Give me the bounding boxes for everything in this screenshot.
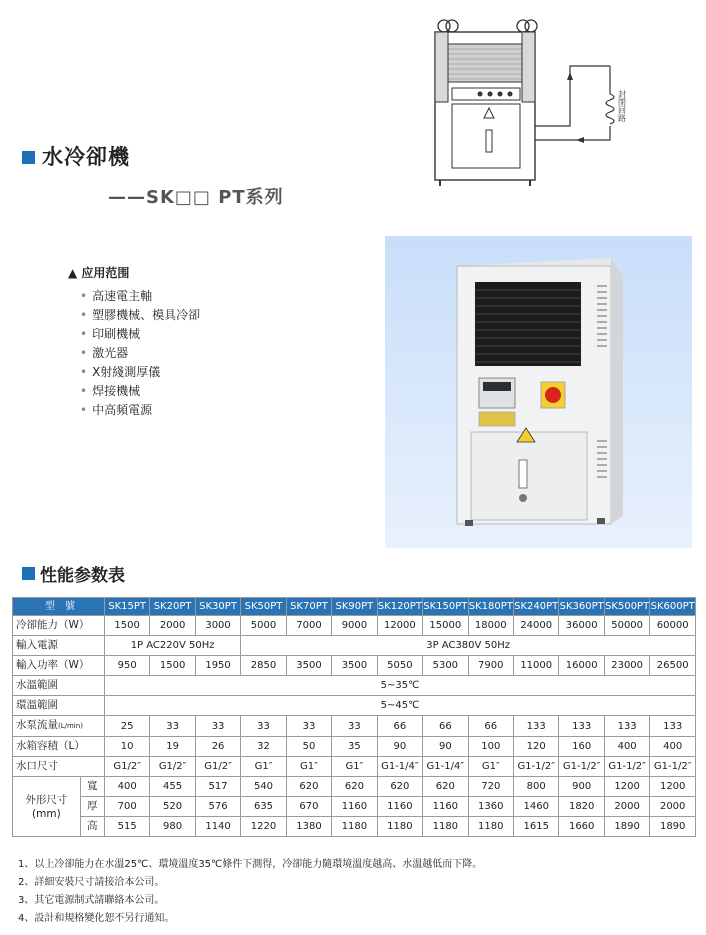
table-cell: 160 — [559, 737, 604, 757]
table-cell: 3P AC380V 50Hz — [241, 636, 696, 656]
table-cell: 400 — [104, 777, 149, 797]
table-row — [13, 797, 696, 817]
table-cell: 5~35℃ — [104, 676, 695, 696]
table-cell: 16000 — [559, 656, 604, 676]
table-cell: 3000 — [195, 616, 240, 636]
table-cell: 1180 — [377, 817, 422, 837]
table-cell: 400 — [650, 737, 696, 757]
table-row — [13, 656, 696, 676]
dimensions-unit: (mm) — [32, 807, 61, 820]
product-photo — [385, 236, 692, 548]
table-cell: 2000 — [650, 797, 696, 817]
table-cell: 520 — [150, 797, 195, 817]
cooling-circuit-diagram — [380, 8, 690, 193]
table-cell: G1-1/4″ — [377, 757, 422, 777]
model-cell: SK30PT — [195, 598, 240, 616]
table-cell: 1220 — [241, 817, 286, 837]
table-cell: 26 — [195, 737, 240, 757]
model-cell: SK90PT — [332, 598, 377, 616]
table-cell: 5050 — [377, 656, 422, 676]
table-row — [13, 716, 696, 737]
table-cell: G1/2″ — [104, 757, 149, 777]
table-row — [13, 636, 696, 656]
table-cell: 50 — [286, 737, 331, 757]
table-cell: 1380 — [286, 817, 331, 837]
table-cell: 36000 — [559, 616, 604, 636]
table-cell: 1660 — [559, 817, 604, 837]
table-cell: 33 — [241, 716, 286, 737]
table-row — [13, 737, 696, 757]
table-cell: 100 — [468, 737, 513, 757]
table-cell: 23000 — [604, 656, 649, 676]
table-cell: 18000 — [468, 616, 513, 636]
table-cell: G1-1/4″ — [423, 757, 468, 777]
model-cell: SK120PT — [377, 598, 422, 616]
pump-flow-label — [13, 716, 105, 737]
table-cell: 1200 — [604, 777, 649, 797]
table-row — [13, 817, 696, 837]
table-cell: 1180 — [423, 817, 468, 837]
application-item: • X射綫測厚儀 — [80, 363, 200, 382]
page-title: 水冷卻機 — [42, 145, 130, 169]
table-cell: 1180 — [332, 817, 377, 837]
depth-label: 厚 — [80, 797, 104, 817]
port-label: 水口尺寸 — [13, 757, 105, 777]
table-cell: 1950 — [195, 656, 240, 676]
table-cell: 540 — [241, 777, 286, 797]
model-cell: SK70PT — [286, 598, 331, 616]
table-cell: G1/2″ — [195, 757, 240, 777]
table-cell: 5000 — [241, 616, 286, 636]
table-cell: 620 — [423, 777, 468, 797]
table-cell: 133 — [604, 716, 649, 737]
series-subtitle: ——SK□□ PT系列 — [108, 187, 284, 208]
model-cell: SK360PT — [559, 598, 604, 616]
table-cell: 1360 — [468, 797, 513, 817]
table-cell: 980 — [150, 817, 195, 837]
table-cell: 620 — [286, 777, 331, 797]
table-cell: 19 — [150, 737, 195, 757]
dimensions-label — [13, 777, 81, 837]
table-cell: 1160 — [377, 797, 422, 817]
table-cell: 1615 — [514, 817, 559, 837]
table-cell: 1890 — [650, 817, 696, 837]
table-cell: 950 — [104, 656, 149, 676]
table-cell: 33 — [150, 716, 195, 737]
note-item: 3、其它電源制式請聯絡本公司。 — [18, 895, 165, 906]
model-cell: SK180PT — [468, 598, 513, 616]
table-cell: 1500 — [104, 616, 149, 636]
ambient-temp-label: 環溫範圍 — [13, 696, 105, 716]
table-cell: 620 — [332, 777, 377, 797]
table-cell: G1/2″ — [150, 757, 195, 777]
table-cell: 1140 — [195, 817, 240, 837]
table-cell: 15000 — [423, 616, 468, 636]
table-cell: 670 — [286, 797, 331, 817]
table-cell: G1-1/2″ — [559, 757, 604, 777]
table-cell: 1460 — [514, 797, 559, 817]
table-cell: 635 — [241, 797, 286, 817]
height-label: 高 — [80, 817, 104, 837]
spec-marker — [22, 567, 35, 580]
table-cell: G1-1/2″ — [514, 757, 559, 777]
table-cell: G1-1/2″ — [650, 757, 696, 777]
pump-flow-text: 水泵流量 — [16, 719, 58, 731]
table-cell: 5~45℃ — [104, 696, 695, 716]
table-cell: 60000 — [650, 616, 696, 636]
table-cell: 12000 — [377, 616, 422, 636]
table-cell: 1180 — [468, 817, 513, 837]
table-cell: 1820 — [559, 797, 604, 817]
table-cell: 2850 — [241, 656, 286, 676]
model-cell: SK500PT — [604, 598, 649, 616]
table-cell: G1-1/2″ — [604, 757, 649, 777]
table-cell: 3500 — [332, 656, 377, 676]
table-cell: 576 — [195, 797, 240, 817]
table-row — [13, 616, 696, 636]
model-label: 型 號 — [13, 598, 105, 616]
table-cell: 3500 — [286, 656, 331, 676]
table-cell: 32 — [241, 737, 286, 757]
notes-list — [18, 856, 482, 928]
table-cell: 2000 — [604, 797, 649, 817]
table-cell: 66 — [377, 716, 422, 737]
application-item: • 印刷機械 — [80, 325, 200, 344]
table-cell: 1P AC220V 50Hz — [104, 636, 240, 656]
dimensions-text: 外形尺寸 — [25, 793, 68, 806]
table-cell: G1″ — [286, 757, 331, 777]
table-cell: 24000 — [514, 616, 559, 636]
table-cell: 133 — [559, 716, 604, 737]
table-cell: 133 — [650, 716, 696, 737]
table-cell: 9000 — [332, 616, 377, 636]
table-cell: 455 — [150, 777, 195, 797]
table-cell: 90 — [377, 737, 422, 757]
table-cell: G1″ — [468, 757, 513, 777]
table-cell: 1500 — [150, 656, 195, 676]
application-item: • 激光器 — [80, 344, 200, 363]
model-cell: SK15PT — [104, 598, 149, 616]
table-row — [13, 696, 696, 716]
table-cell: 50000 — [604, 616, 649, 636]
width-label: 寬 — [80, 777, 104, 797]
spec-heading: 性能参数表 — [40, 566, 125, 586]
tank-label: 水箱容積（L） — [13, 737, 105, 757]
table-cell: 11000 — [514, 656, 559, 676]
table-row — [13, 757, 696, 777]
application-item: • 焊接機械 — [80, 382, 200, 401]
table-cell: 1160 — [332, 797, 377, 817]
table-cell: 2000 — [150, 616, 195, 636]
table-cell: 700 — [104, 797, 149, 817]
table-cell: 517 — [195, 777, 240, 797]
input-power-label: 輸入功率（W） — [13, 656, 105, 676]
applications-list — [80, 287, 200, 420]
table-cell: 10 — [104, 737, 149, 757]
table-header-row — [13, 598, 696, 616]
applications-heading: ▲ 应用范围 — [68, 266, 130, 280]
table-cell: 120 — [514, 737, 559, 757]
table-cell: 400 — [604, 737, 649, 757]
application-item: • 高速電主軸 — [80, 287, 200, 306]
table-cell: 26500 — [650, 656, 696, 676]
table-row — [13, 777, 696, 797]
application-item: • 中高頻電源 — [80, 401, 200, 420]
table-cell: 7000 — [286, 616, 331, 636]
note-item: 2、詳細安裝尺寸請接洽本公司。 — [18, 877, 165, 888]
pump-flow-unit: (L/min) — [58, 722, 83, 730]
table-cell: G1″ — [332, 757, 377, 777]
cooling-label: 冷卻能力（W） — [13, 616, 105, 636]
table-cell: 720 — [468, 777, 513, 797]
table-cell: 620 — [377, 777, 422, 797]
table-cell: 35 — [332, 737, 377, 757]
note-item: 1、以上冷卻能力在水溫25℃、環境溫度35℃條件下測得，冷卻能力隨環境溫度越高、水溫越低而下降。 — [18, 859, 483, 870]
table-cell: 7900 — [468, 656, 513, 676]
table-cell: 800 — [514, 777, 559, 797]
table-cell: 900 — [559, 777, 604, 797]
model-cell: SK600PT — [650, 598, 696, 616]
table-cell: 1200 — [650, 777, 696, 797]
table-cell: 1160 — [423, 797, 468, 817]
table-cell: 5300 — [423, 656, 468, 676]
chiller-unit-image — [385, 236, 692, 548]
table-cell: G1″ — [241, 757, 286, 777]
table-cell: 133 — [514, 716, 559, 737]
title-marker — [22, 151, 35, 164]
closed-loop-label: 封閉回路 — [617, 90, 627, 122]
spec-table — [12, 597, 696, 837]
table-cell: 1890 — [604, 817, 649, 837]
note-item: 4、設計和規格變化恕不另行通知。 — [18, 913, 175, 924]
table-cell: 90 — [423, 737, 468, 757]
table-cell: 33 — [332, 716, 377, 737]
model-cell: SK50PT — [241, 598, 286, 616]
application-item: • 塑膠機械、模具冷卻 — [80, 306, 200, 325]
model-cell: SK150PT — [423, 598, 468, 616]
table-row — [13, 676, 696, 696]
table-cell: 25 — [104, 716, 149, 737]
power-supply-label: 輸入電源 — [13, 636, 105, 656]
table-cell: 33 — [195, 716, 240, 737]
table-cell: 33 — [286, 716, 331, 737]
water-temp-label: 水溫範圍 — [13, 676, 105, 696]
table-cell: 66 — [423, 716, 468, 737]
table-cell: 515 — [104, 817, 149, 837]
model-cell: SK20PT — [150, 598, 195, 616]
table-cell: 66 — [468, 716, 513, 737]
model-cell: SK240PT — [514, 598, 559, 616]
